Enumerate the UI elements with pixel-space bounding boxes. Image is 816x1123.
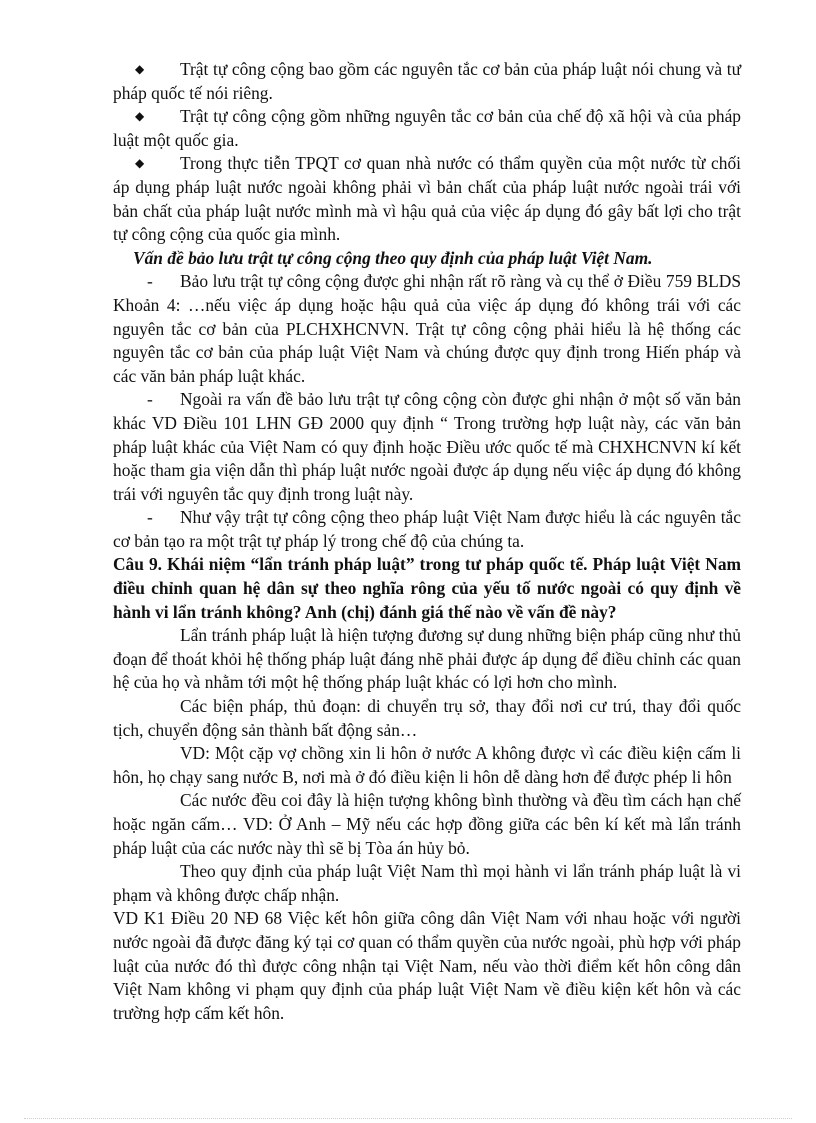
body-paragraph: Theo quy định của pháp luật Việt Nam thì mọi hành vi lẩn tránh pháp luật là vi phạm và không được chấp nhận. <box>113 861 741 905</box>
body-paragraph: VD: Một cặp vợ chồng xin li hôn ở nước A không được vì các điều kiện cấm li hôn, họ chạy sang nước B, nơi mà ở đó điều kiện li hôn dễ dàng hơn để được phép li hôn <box>113 743 741 787</box>
page-bottom-divider <box>24 1118 792 1119</box>
body-paragraph: Các nước đều coi đây là hiện tượng không bình thường và đều tìm cách hạn chế hoặc ngăn cấm… VD: Ở Anh – Mỹ nếu các hợp đồng giữa các bên kí kết mà lẩn tránh pháp luật của các nước này thì sẽ bị Tòa án hủy bỏ. <box>113 790 741 858</box>
dash-text: Ngoài ra vấn đề bảo lưu trật tự công cộng còn được ghi nhận ở một số văn bản khác VD Điều 101 LHN GĐ 2000 quy định “ Trong trường hợp luật này, các văn bản pháp luật khác của Việt Nam có quy định hoặc Điều ước quốc tế mà CHXHCNVN kí kết hoặc tham gia viện dẫn thì pháp luật nước ngoài được áp dụng nếu việc áp dụng đó không trái với nguyên tắc quy định trong luật này. <box>113 389 741 504</box>
bullet-text: Trong thực tiễn TPQT cơ quan nhà nước có thẩm quyền của một nước từ chối áp dụng pháp luật nước ngoài không phải vì bản chất của pháp luật nước ngoài trái với bản chất của pháp luật nước mình mà vì hậu quả của việc áp dụng đó gây bất lợi cho trật tự công cộng của quốc gia mình. <box>113 153 741 245</box>
dash-item <box>113 388 741 506</box>
dash-text: Như vậy trật tự công cộng theo pháp luật Việt Nam được hiểu là các nguyên tắc cơ bản tạo ra một trật tự pháp lý trong chế độ của chúng ta. <box>113 507 741 551</box>
bullet-text: Trật tự công cộng gồm những nguyên tắc cơ bản của chế độ xã hội và của pháp luật một quốc gia. <box>113 106 741 150</box>
body-paragraph: Lẩn tránh pháp luật là hiện tượng đương sự dung những biện pháp cũng như thủ đoạn để thoát khỏi hệ thống pháp luật đáng nhẽ phải được áp dụng để điều chỉnh các quan hệ của họ và nhằm tới một hệ thống pháp luật khác có lợi hơn cho mình. <box>113 625 741 693</box>
diamond-bullet-icon: ◆ <box>135 156 145 171</box>
diamond-bullet-icon: ◆ <box>135 62 145 76</box>
final-paragraph: VD K1 Điều 20 NĐ 68 Việc kết hôn giữa công dân Việt Nam với nhau hoặc với người nước ngoài đã được đăng ký tại cơ quan có thẩm quyền của nước ngoài, phù hợp với pháp luật của nước đó thì được công nhận tại Việt Nam, nếu vào thời điểm kết hôn công dân Việt Nam không vi phạm quy định của pháp luật Việt Nam về điều kiện kết hôn và các trường hợp cấm kết hôn. <box>113 908 741 1023</box>
dash-item <box>113 506 741 553</box>
dash-marker: - <box>147 389 153 410</box>
dash-item <box>113 270 741 388</box>
bullet-item <box>113 152 741 246</box>
document-page <box>113 58 741 1025</box>
bullet-item <box>113 58 741 105</box>
question-heading: Câu 9. Khái niệm “lẩn tránh pháp luật” trong tư pháp quốc tế. Pháp luật Việt Nam điều chỉnh quan hệ dân sự theo nghĩa rông của yếu tố nước ngoài có quy định về hành vi lẩn tránh không? Anh (chị) đánh giá thế nào về vấn đề này? <box>113 554 741 622</box>
diamond-bullet-icon: ◆ <box>135 109 145 124</box>
section-heading: Vấn đề bảo lưu trật tự công cộng theo quy định của pháp luật Việt Nam. <box>133 247 653 268</box>
dash-text: Bảo lưu trật tự công cộng được ghi nhận rất rõ ràng và cụ thể ở Điều 759 BLDS Khoản 4: …nếu việc áp dụng hoặc hậu quả của việc áp dụng đó không trái với các nguyên tắc cơ bản của PLCHXHCNVN. Trật tự công cộng phải hiểu là hệ thống các nguyên tắc cơ bản của pháp luật Việt Nam và chúng được quy định trong Hiến pháp và các văn bản pháp luật khác. <box>113 271 741 386</box>
bullet-item <box>113 105 741 152</box>
dash-marker: - <box>147 507 153 528</box>
bullet-text: Trật tự công cộng bao gồm các nguyên tắc cơ bản của pháp luật nói chung và tư pháp quốc tế nói riêng. <box>113 59 741 103</box>
dash-marker: - <box>147 271 153 292</box>
body-paragraph: Các biện pháp, thủ đoạn: di chuyển trụ sở, thay đổi nơi cư trú, thay đổi quốc tịch, chuyển động sản thành bất động sản… <box>113 696 741 740</box>
